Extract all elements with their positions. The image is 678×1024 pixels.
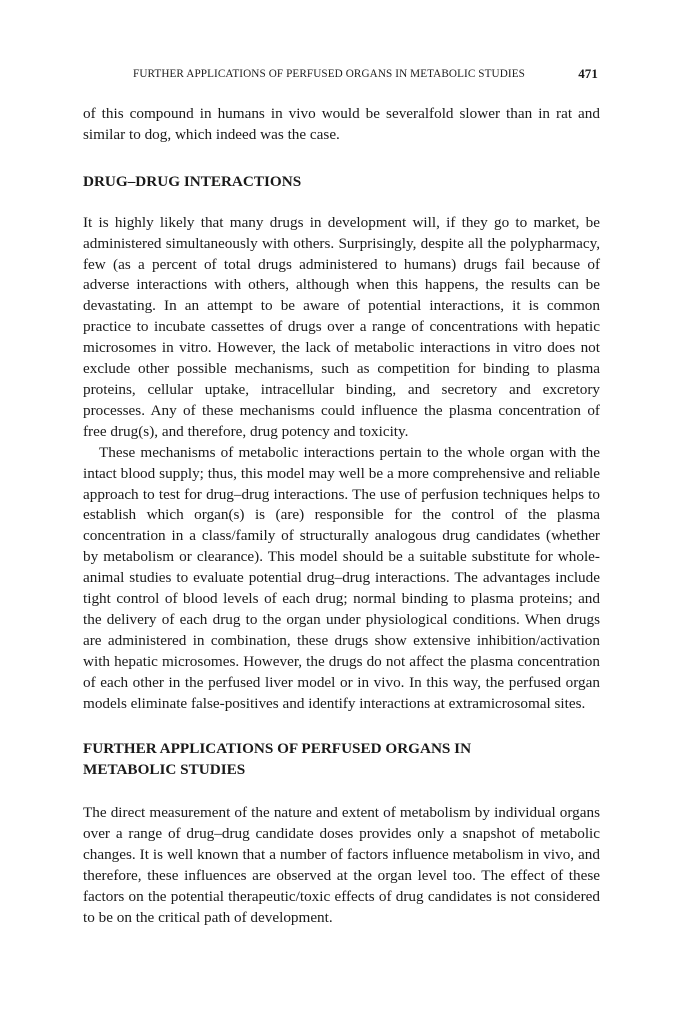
running-head-title: FURTHER APPLICATIONS OF PERFUSED ORGANS IN METABOLIC STUDIES [133, 68, 525, 80]
running-head [83, 62, 600, 84]
body-paragraph-2: These mechanisms of metabolic interactions pertain to the whole organ with the intact blood supply; thus, this model may well be a more comprehensive and reliable approach to test for drug–drug interactions. The use of perfusion techniques helps to establish which organ(s) is (are) responsible for the control of the plasma concentration in a class/family of structurally analogous drug candidates (whether by metabolism or clearance). This model should be a suitable substitute for whole-animal studies to evaluate potential drug–drug interactions. The advantages include tight control of blood levels of each drug; normal binding to plasma proteins; and the delivery of each drug to the organ under physiological conditions. When drugs are administered in combination, these drugs show extensive inhibition/activation with hepatic microsomes. However, the drugs do not affect the plasma concentration of each other in the perfused liver model or in vivo. In this way, the perfused organ models eliminate false-positives and identify interactions at extramicrosomal sites. [83, 443, 600, 712]
body-paragraph-1: It is highly likely that many drugs in development will, if they go to market, be administered simultaneously with others. Surprisingly, despite all the polypharmacy, few (as a percent of total drugs administered to humans) drugs fail because of adverse interactions with others, although when this happens, the results can be devastating. In an attempt to be aware of potential interactions, it is common practice to incubate cassettes of drugs over a range of concentrations with hepatic microsomes in vitro. However, the lack of metabolic interactions in vitro does not exclude other possible mechanisms, such as competition for binding to plasma proteins, cellular uptake, intracellular binding, and secretory and excretory processes. Any of these mechanisms could influence the plasma concentration of free drug(s), and therefore, drug potency and toxicity. [83, 213, 600, 440]
heading-line-1: FURTHER APPLICATIONS OF PERFUSED ORGANS IN [83, 740, 472, 758]
section-heading-drug-interactions: DRUG–DRUG INTERACTIONS [83, 172, 302, 190]
section-heading-further-applications [83, 739, 600, 781]
heading-line-2: METABOLIC STUDIES [83, 761, 246, 779]
page-number: 471 [578, 66, 598, 81]
book-page [83, 62, 600, 929]
body-paragraph-3: The direct measurement of the nature and extent of metabolism by individual organs over a range of drug–drug candidate doses provides only a snapshot of metabolic changes. It is well known that a number of factors influence metabolism in vivo, and therefore, these influences are observed at the organ level too. The effect of these factors on the potential therapeutic/toxic effects of drug candidates is not considered to be on the critical path of development. [83, 804, 600, 926]
intro-paragraph: of this compound in humans in vivo would be severalfold slower than in rat and similar to dog, which indeed was the case. [83, 105, 600, 143]
